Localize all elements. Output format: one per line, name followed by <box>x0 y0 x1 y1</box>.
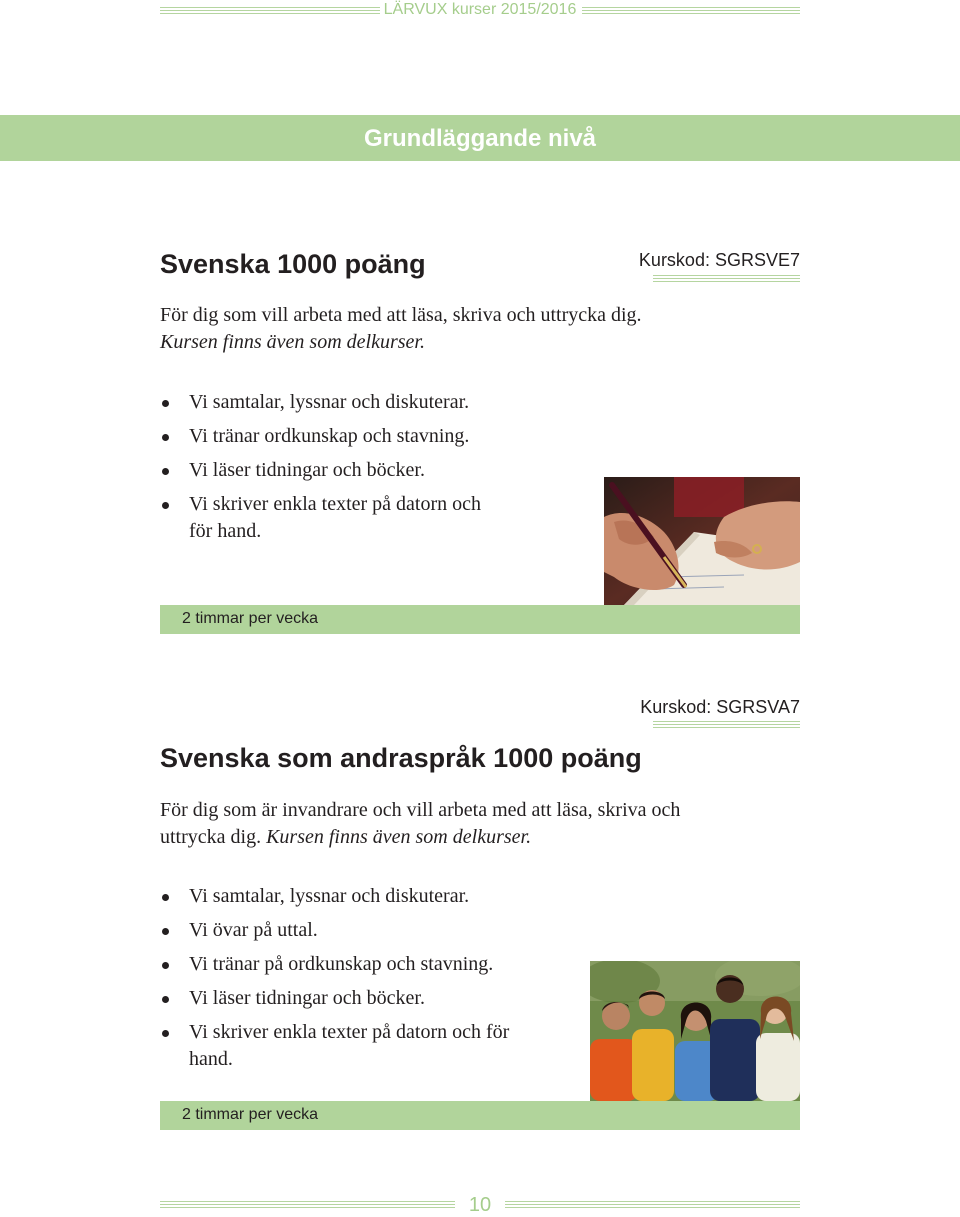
course-title-sva: Svenska som andraspråk 1000 poäng <box>160 743 642 773</box>
course-intro-text: För dig som vill arbeta med att läsa, skriva och uttrycka dig. <box>160 304 642 326</box>
header-title: LÄRVUX kurser 2015/2016 <box>383 1 577 18</box>
photo-group-students <box>590 961 800 1101</box>
course-title-svenska: Svenska 1000 poäng <box>160 249 426 279</box>
hours-bar-svenska <box>160 605 800 634</box>
course-intro <box>160 302 720 356</box>
footer-rule-right <box>505 1201 800 1208</box>
list-item: Vi läser tidningar och böcker. <box>160 985 540 1012</box>
section-band <box>0 115 960 161</box>
list-item: Vi samtalar, lyssnar och diskuterar. <box>160 389 490 416</box>
course-bullet-list <box>160 389 490 552</box>
list-item: Vi skriver enkla texter på datorn och för hand. <box>160 491 490 545</box>
list-item: Vi läser tidningar och böcker. <box>160 457 490 484</box>
hours-bar-sva <box>160 1101 800 1130</box>
section-title: Grundläggande nivå <box>363 125 597 152</box>
course-code-rule <box>653 721 800 728</box>
header-rule-left <box>160 7 380 14</box>
course-intro-text: För dig som är invandrare och vill arbeta med att läsa, skriva och uttrycka dig. <box>160 799 681 848</box>
course-code-rule <box>653 275 800 282</box>
course-intro <box>160 797 720 851</box>
list-item: Vi tränar ordkunskap och stavning. <box>160 423 490 450</box>
hours-text: 2 timmar per vecka <box>182 610 319 627</box>
course-code-svenska: Kurskod: SGRSVE7 <box>638 250 800 270</box>
photo-hands-writing <box>604 477 800 605</box>
course-code-sva: Kurskod: SGRSVA7 <box>640 697 800 717</box>
page-number: 10 <box>468 1194 492 1216</box>
course-intro-italic: Kursen finns även som delkurser. <box>160 331 425 353</box>
list-item: Vi skriver enkla texter på datorn och för hand. <box>160 1019 540 1073</box>
hands-writing-illustration <box>604 477 800 605</box>
list-item: Vi övar på uttal. <box>160 917 540 944</box>
list-item: Vi tränar på ordkunskap och stavning. <box>160 951 540 978</box>
hours-text: 2 timmar per vecka <box>182 1106 319 1123</box>
footer-rule-left <box>160 1201 455 1208</box>
course-bullet-list <box>160 883 540 1080</box>
header-rule-right <box>582 7 800 14</box>
list-item: Vi samtalar, lyssnar och diskuterar. <box>160 883 540 910</box>
course-intro-italic: Kursen finns även som delkurser. <box>266 826 532 848</box>
group-students-illustration <box>590 961 800 1101</box>
